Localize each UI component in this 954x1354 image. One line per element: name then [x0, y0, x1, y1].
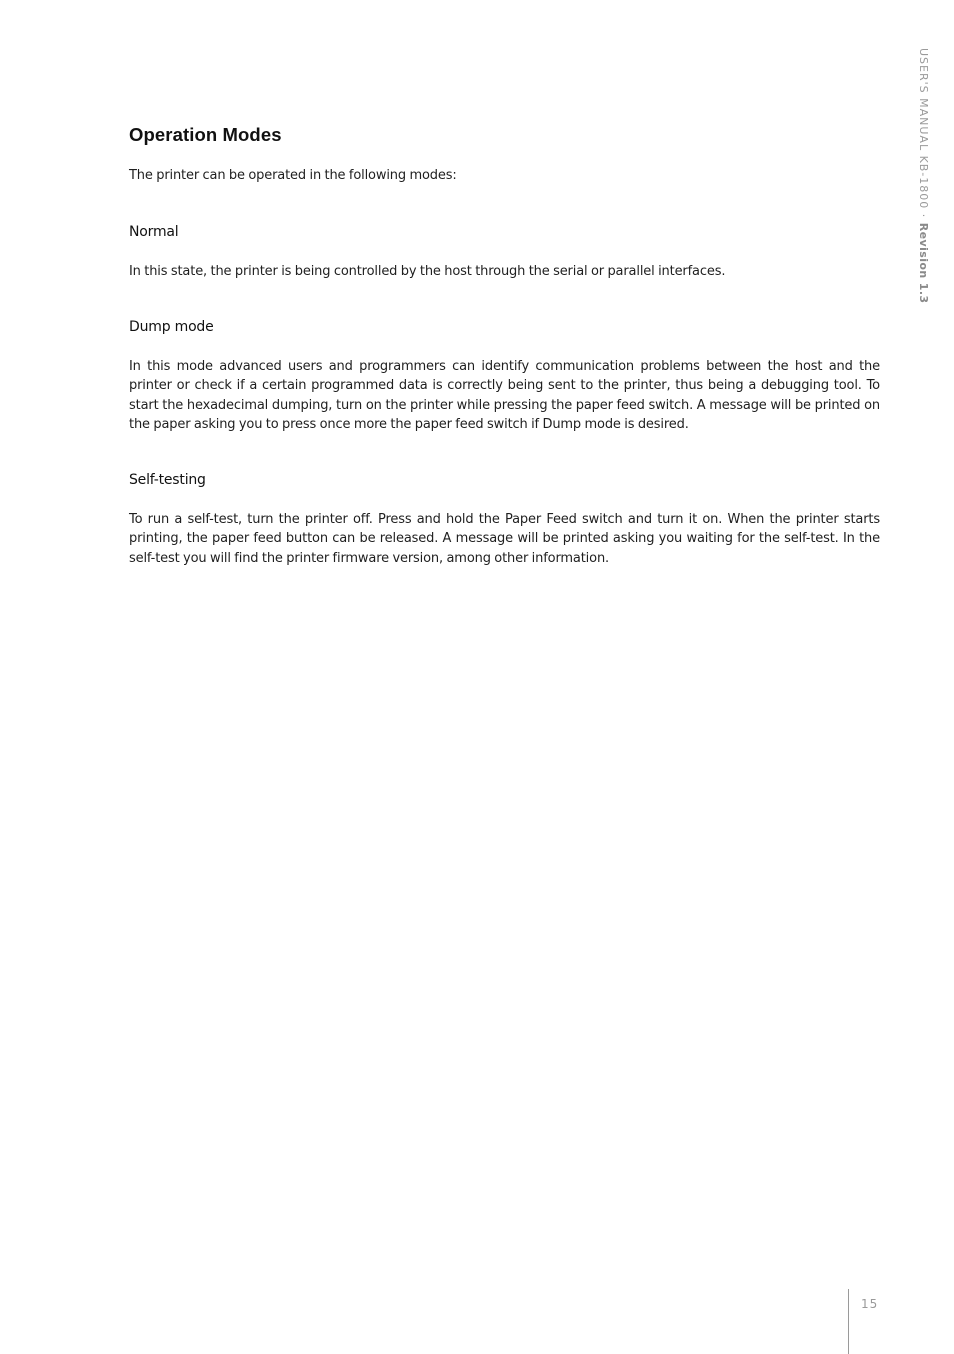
running-header-manual: USER'S MANUAL KB-1800 ·	[917, 48, 930, 223]
page-number: 15	[861, 1297, 879, 1311]
section-body-dump-mode: In this mode advanced users and programmers can identify communication problems between the host and the printer or check if a certain programmed data is correctly being sent to the printer, thus being a debugging tool. To start the hexadecimal dumping, turn on the printer while pressing the paper feed switch. A message will be printed on the paper asking you to press once more the paper feed switch if Dump mode is desired.	[129, 359, 880, 432]
section-heading-self-testing: Self-testing	[129, 472, 206, 488]
running-header-revision: Revision 1.3	[917, 222, 930, 304]
section-body-normal: In this state, the printer is being controlled by the host through the serial or parallel interfaces.	[129, 264, 726, 279]
intro-paragraph: The printer can be operated in the following modes:	[129, 168, 457, 183]
section-heading-dump-mode: Dump mode	[129, 319, 214, 335]
section-heading-normal: Normal	[129, 224, 179, 240]
running-header	[912, 48, 930, 304]
footer-divider	[848, 1289, 849, 1354]
page-title: Operation Modes	[129, 124, 282, 145]
section-body-self-testing: To run a self-test, turn the printer off. Press and hold the Paper Feed switch and turn it on. When the printer starts printing, the paper feed button can be released. A message will be printed asking you waiting for the self-test. In the self-test you will find the printer firmware version, among other information.	[129, 512, 880, 566]
